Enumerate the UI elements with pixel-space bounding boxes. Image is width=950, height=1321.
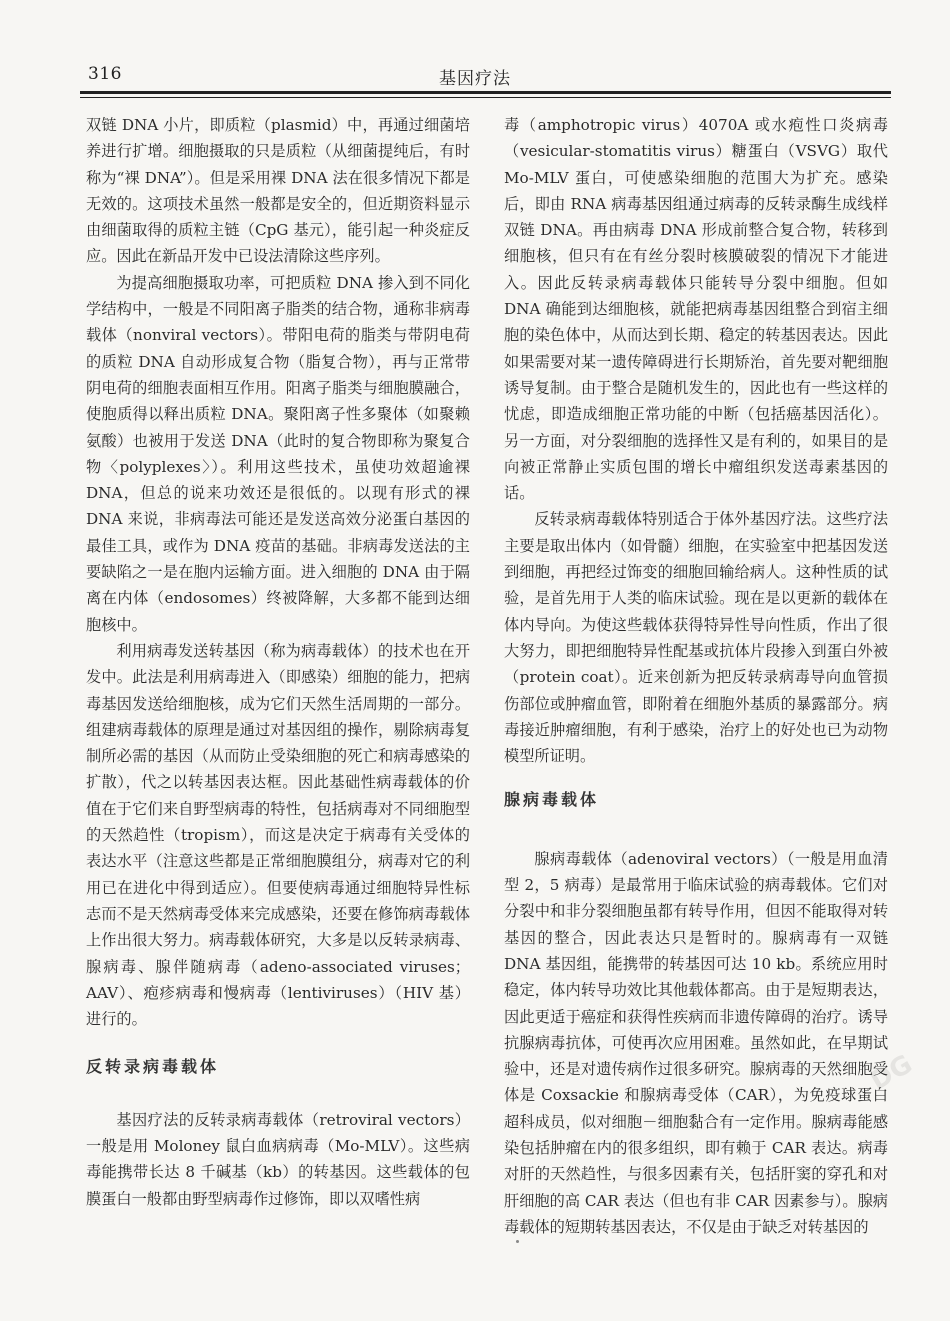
paragraph: 双链 DNA 小片，即质粒（plasmid）中，再通过细菌培养进行扩增。细胞摄取的只是质粒（从细菌提纯后，有时称为“裸 DNA”）。但是采用裸 DNA 法在很多情况下都是无效的。这项技术虽然一般都是安全的，但近期资料显示由细菌取得的质粒主链（CpG 基元），能引起一种炎症反应。因此在新品开发中已设法清除这些序列。 bbox=[86, 116, 470, 266]
header-rule-thin bbox=[80, 97, 891, 98]
paragraph: 毒（amphotropic virus）4070A 或水疱性口炎病毒（vesicular-stomatitis virus）糖蛋白（VSVG）取代 Mo-MLV 蛋白，可使感染细胞的范围大为扩充。感染后，即由 RNA 病毒基因组通过病毒的反转录酶生成线样双链 DNA。再由病毒 DNA 形成前整合复合物，转移到细胞核，但只有在有丝分裂时核膜破裂的情况下才能进入。因此反转录病毒载体只能转导分裂中细胞。但如 DNA 确能到达细胞核，就能把病毒基因组整合到宿主细胞的染色体中，从而达到长期、稳定的转基因表达。因此如果需要对某一遗传障碍进行长期矫治，首先要对靶细胞诱导复制。由于整合是随机发生的，因此也有一些这样的忧虑，即造成细胞正常功能的中断（包括癌基因活化）。另一方面，对分裂细胞的选择性又是有利的，如果目的是向被正常静止实质包围的增长中瘤组织发送毒素基因的话。 bbox=[504, 116, 888, 503]
header-rule-thick bbox=[80, 91, 891, 94]
page-number: 316 bbox=[88, 64, 122, 84]
paragraph: 为提高细胞摄取功率，可把质粒 DNA 掺入到不同化学结构中，一般是不同阳离子脂类的结合物，通称非病毒载体（nonviral vectors）。带阳电荷的脂类与带阴电荷的质粒 DNA 自动形成复合物（脂复合物），再与正常带阴电荷的细胞表面相互作用。阳离子脂类与细胞膜融合，使胞质得以释出质粒 DNA。聚阳离子性多聚体（如聚赖氨酸）也被用于发送 DNA（此时的复合物即称为聚复合物〈polyplexes〉）。利用这些技术，虽使功效超逾裸 DNA，但总的说来功效还是很低的。以现有形式的裸 DNA 来说，非病毒法可能还是发送高效分泌蛋白基因的最佳工具，或作为 DNA 疫苗的基础。非病毒发送法的主要缺陷之一是在胞内运输方面。进入细胞的 DNA 由于隔离在内体（endosomes）终被降解，大多都不能到达细胞核中。 bbox=[86, 273, 470, 634]
paragraph: 反转录病毒载体特别适合于体外基因疗法。这些疗法主要是取出体内（如骨髓）细胞，在实验室中把基因发送到细胞，再把经过饰变的细胞回输给病人。这种性质的试验，是首先用于人类的临床试验。现在是以更新的载体在体内导向。为使这些载体获得特异性导向性质，作出了很大努力，即把细胞特异性配基或抗体片段掺入到蛋白外被（protein coat）。近来创新为把反转录病毒导向血管损伤部位或肿瘤血管，即附着在细胞外基质的暴露部分。病毒接近肿瘤细胞，有利于感染，治疗上的好处也已为动物模型所证明。 bbox=[504, 510, 888, 766]
scan-dot bbox=[516, 1240, 519, 1243]
paragraph: 利用病毒发送转基因（称为病毒载体）的技术也在开发中。此法是利用病毒进入（即感染）细胞的能力，把病毒基因发送给细胞核，成为它们天然生活周期的一部分。组建病毒载体的原理是通过对基因组的操作，剔除病毒复制所必需的基因（从而防止受染细胞的死亡和病毒感染的扩散），代之以转基因表达框。因此基础性病毒载体的价值在于它们来自野型病毒的特性，包括病毒对不同细胞型的天然趋性（tropism），而这是决定于病毒有关受体的表达水平（注意这些都是正常细胞膜组分，病毒对它的利用已在进化中得到适应）。但要使病毒通过细胞特异性标志而不是天然病毒受体来完成感染，还要在修饰病毒载体上作出很大努力。病毒载体研究，大多是以反转录病毒、腺病毒、腺伴随病毒（adeno-associated viruses；AAV）、疱疹病毒和慢病毒（lentiviruses）（HIV 基）进行的。 bbox=[86, 641, 470, 1029]
watermark: DG bbox=[865, 1049, 918, 1097]
section-heading-retroviral: 反转录病毒载体 bbox=[86, 1057, 220, 1077]
right-column bbox=[504, 112, 888, 1240]
paragraph: 腺病毒载体（adenoviral vectors）（一般是用血清型 2，5 病毒）是最常用于临床试验的病毒载体。它们对分裂中和非分裂细胞虽都有转导作用，但因不能取得对转基因的整合，因此表达只是暂时的。腺病毒有一双链 DNA 基因组，能携带的转基因可达 10 kb。系统应用时稳定，体内转导功效比其他载体都高。由于是短期表达，因此更适于癌症和获得性疾病而非遗传障碍的治疗。诱导抗腺病毒抗体，可使再次应用困难。虽然如此，在早期试验中，还是对遗传病作过很多研究。腺病毒的天然细胞受体是 Coxsackie 和腺病毒受体（CAR），为免疫球蛋白超科成员，似对细胞－细胞黏合有一定作用。腺病毒能感染包括肿瘤在内的很多组织，即有赖于 CAR 表达。病毒对肝的天然趋性，与很多因素有关，包括肝窦的穿孔和对肝细胞的高 CAR 表达（但也有非 CAR 因素参与）。腺病毒载体的短期转基因表达，不仅是由于缺乏对转基因的 bbox=[504, 849, 888, 1236]
paragraph: 基因疗法的反转录病毒载体（retroviral vectors）一般是用 Moloney 鼠白血病病毒（Mo-MLV）。这些病毒能携带长达 8 千碱基（kb）的转基因。这些载体的包膜蛋白一般都由野型病毒作过修饰，即以双嗜性病 bbox=[86, 1110, 470, 1208]
running-title: 基因疗法 bbox=[439, 69, 511, 89]
section-heading-adenoviral: 腺病毒载体 bbox=[504, 790, 600, 810]
left-column bbox=[86, 112, 470, 1212]
